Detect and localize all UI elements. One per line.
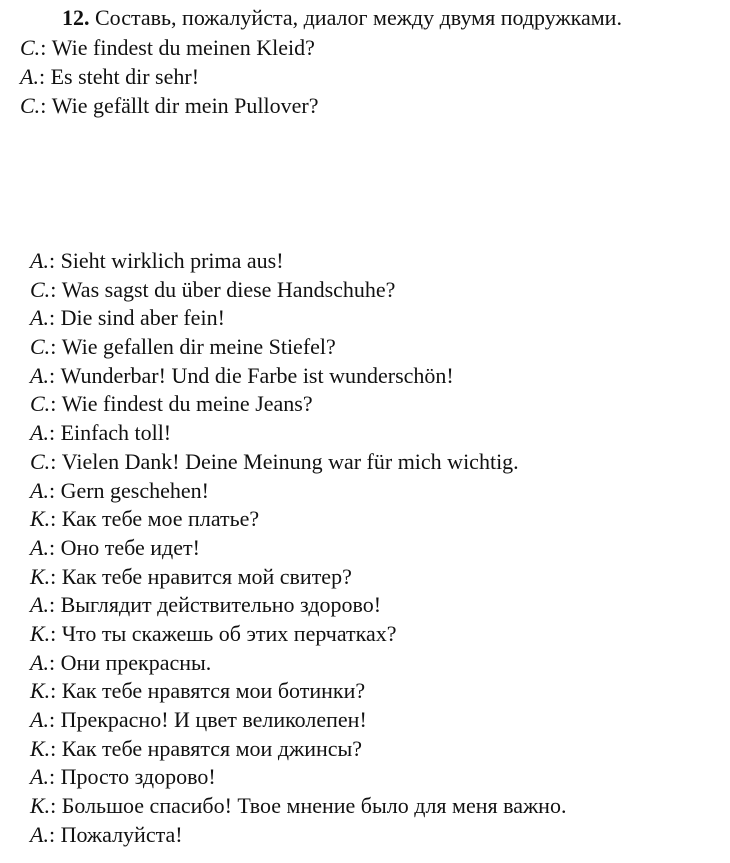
dialog-line bbox=[30, 676, 566, 705]
dialog-line bbox=[30, 619, 566, 648]
dialog-text: : Как тебе нравятся мои джинсы? bbox=[50, 735, 363, 761]
speaker-label: А. bbox=[30, 477, 49, 503]
dialog-main-list bbox=[30, 246, 566, 848]
speaker-label: К. bbox=[30, 506, 51, 532]
dialog-line bbox=[30, 275, 566, 304]
speaker-label: К. bbox=[30, 735, 51, 761]
speaker-label: К. bbox=[30, 620, 51, 646]
dialog-line bbox=[30, 389, 566, 418]
dialog-text: : Wunderbar! Und die Farbe ist wunderschön! bbox=[48, 362, 454, 388]
dialog-line bbox=[30, 734, 566, 763]
dialog-text: : Was sagst du über diese Handschuhe? bbox=[50, 276, 396, 302]
dialog-line bbox=[30, 562, 566, 591]
dialog-line bbox=[30, 590, 566, 619]
exercise-number: 12. bbox=[62, 5, 90, 30]
dialog-text: : Выглядит действительно здорово! bbox=[48, 592, 382, 618]
speaker-label: А. bbox=[20, 64, 39, 89]
dialog-line bbox=[30, 762, 566, 791]
dialog-text: : Einfach toll! bbox=[48, 420, 172, 446]
speaker-label: А. bbox=[30, 764, 49, 790]
dialog-text: : Wie findest du meinen Kleid? bbox=[40, 35, 315, 60]
speaker-label: С. bbox=[30, 391, 51, 417]
speaker-label: А. bbox=[30, 362, 49, 388]
speaker-label: А. bbox=[30, 707, 49, 732]
speaker-label: К. bbox=[30, 563, 51, 589]
dialog-text: : Просто здорово! bbox=[48, 764, 216, 790]
dialog-line bbox=[30, 533, 566, 562]
speaker-label: А. bbox=[30, 821, 49, 847]
dialog-text: : Как тебе нравятся мои ботинки? bbox=[50, 678, 366, 704]
dialog-text: : Как тебе нравится мой свитер? bbox=[50, 563, 352, 589]
dialog-line bbox=[30, 447, 566, 476]
speaker-label: К. bbox=[30, 793, 51, 819]
dialog-top-list bbox=[20, 33, 319, 120]
dialog-text: : Wie gefällt dir mein Pullover? bbox=[40, 93, 319, 118]
dialog-line bbox=[30, 820, 566, 849]
speaker-label: С. bbox=[20, 93, 41, 118]
dialog-line bbox=[30, 504, 566, 533]
dialog-text: : Wie gefallen dir meine Stiefel? bbox=[50, 334, 336, 360]
dialog-line bbox=[30, 246, 566, 275]
speaker-label: А. bbox=[30, 649, 49, 675]
dialog-line bbox=[30, 332, 566, 361]
dialog-text: : Пожалуйста! bbox=[48, 821, 183, 847]
dialog-line bbox=[30, 303, 566, 332]
dialog-text: : Оно тебе идет! bbox=[48, 534, 200, 560]
speaker-label: А. bbox=[30, 248, 49, 273]
dialog-line bbox=[30, 476, 566, 505]
dialog-text: : Прекрасно! И цвет великолепен! bbox=[48, 707, 367, 732]
speaker-label: А. bbox=[30, 534, 49, 560]
dialog-line bbox=[20, 91, 319, 120]
dialog-text: : Gern geschehen! bbox=[48, 477, 209, 503]
speaker-label: С. bbox=[30, 448, 51, 474]
dialog-text: : Es steht dir sehr! bbox=[38, 64, 200, 89]
speaker-label: С. bbox=[30, 276, 51, 302]
dialog-line bbox=[30, 791, 566, 820]
dialog-line bbox=[30, 648, 566, 677]
dialog-text: : Большое спасибо! Твое мнение было для меня важно. bbox=[50, 793, 567, 819]
speaker-label: К. bbox=[30, 678, 51, 704]
dialog-text: : Vielen Dank! Deine Meinung war für mich wichtig. bbox=[50, 448, 519, 474]
dialog-line bbox=[30, 418, 566, 447]
dialog-text: : Die sind aber fein! bbox=[48, 305, 225, 331]
exercise-instruction: Составь, пожалуйста, диалог между двумя подружками. bbox=[95, 5, 622, 30]
dialog-text: : Что ты скажешь об этих перчатках? bbox=[50, 620, 397, 646]
speaker-label: А. bbox=[30, 592, 49, 618]
dialog-text: : Sieht wirklich prima aus! bbox=[48, 248, 284, 273]
dialog-line bbox=[30, 361, 566, 390]
speaker-label: А. bbox=[30, 305, 49, 331]
dialog-text: : Они прекрасны. bbox=[48, 649, 212, 675]
dialog-line bbox=[20, 33, 319, 62]
dialog-text: : Как тебе мое платье? bbox=[50, 506, 260, 532]
speaker-label: С. bbox=[20, 35, 41, 60]
dialog-line bbox=[20, 62, 319, 91]
dialog-text: : Wie findest du meine Jeans? bbox=[50, 391, 313, 417]
speaker-label: С. bbox=[30, 334, 51, 360]
speaker-label: А. bbox=[30, 420, 49, 446]
exercise-heading bbox=[62, 5, 622, 31]
dialog-line bbox=[30, 705, 566, 734]
